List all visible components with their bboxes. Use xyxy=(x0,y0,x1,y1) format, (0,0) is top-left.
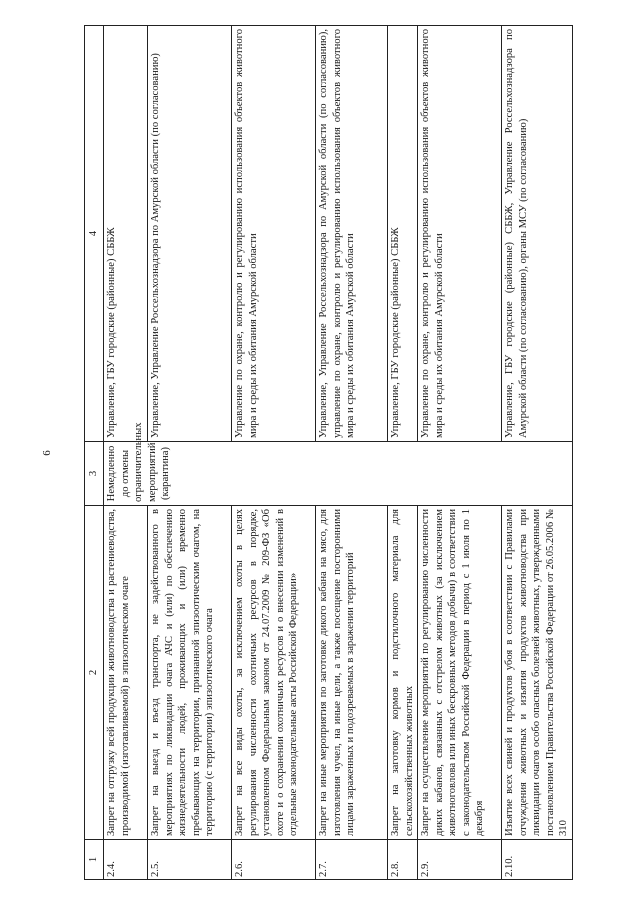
row-executors xyxy=(104,25,148,441)
row-number: 2.5. xyxy=(148,839,232,879)
row-number: 2.9. xyxy=(418,839,502,879)
executor-line: Управление, Управление Россельхознадзора по Амурской области (по согласованию), управление по охране, контролю и регулированию использования объектов животного мира и среды их обитания Амурской области xyxy=(318,28,357,438)
page-number: 6 xyxy=(41,449,53,456)
row-executors xyxy=(502,25,573,441)
table-header-row xyxy=(85,25,104,879)
row-number: 2.8. xyxy=(388,839,418,879)
row-description: Запрет на все виды охоты, за исключением охоты в целях регулирования численности охотничьих ресурсов в порядке, установленном Федеральным законом от 24.07.2009 № 209-ФЗ «Об охоте и о сохранении охотничьих ресурсов и о внесении изменений в отдельные законодательные акты Российской Федерации» xyxy=(232,505,316,839)
row-number: 2.7. xyxy=(316,839,388,879)
row-number: 2.6. xyxy=(232,839,316,879)
row-description: Запрет на осуществление мероприятий по регулированию численности диких кабанов, связанных с отстрелом животных (за исключением животноговлова или иных бескровных методов добычи) в соответствии с законодательством Российской Федерации в период с 1 июля по 1 декабря xyxy=(418,505,502,839)
row-executors xyxy=(232,25,316,441)
header-col-4: 4 xyxy=(85,25,104,441)
executor-line: Управление по охране, контролю и регулированию использования объектов животного мира и среды их обитания Амурской области xyxy=(234,28,259,438)
row-description: Запрет на выезд и въезд транспорта, не задействованного в мероприятиях по ликвидации очага АЧС и (или) по обеспечению жизнедеятельности людей, проживающих и (или) временно пребывающих на территории, признанной эпизоотическим очагом, на территорию (с территории) эпизоотического очага xyxy=(148,505,232,839)
executor-line: Управление, ГБУ городские (районные) СББЖ xyxy=(106,226,117,438)
executor-line: Управление, ГБУ городские (районные) СББЖ xyxy=(390,226,401,438)
row-executors xyxy=(148,25,232,441)
row-description: Запрет на иные мероприятия по заготовке дикого кабана на мясо, для изготовления чучел, на иные цели, а также посещение посторонними лицами зараженных и подозреваемых в заражении территорий xyxy=(316,505,388,839)
row-number: 2.10. xyxy=(502,839,573,879)
row-executors xyxy=(418,25,502,441)
row-description: Запрет на заготовку кормов и подстилочного материала для сельскохозяйственных животных xyxy=(388,505,418,839)
rotated-document xyxy=(40,18,600,888)
row-description: Изъятие всех свиней и продуктов убоя в соответствии с Правилами отчуждения животных и изъятия продуктов животноводства при ликвидации очагов особо опасных болезней животных, утвержденными постановлением Правительства Российской Федерации от 26.05.2006 № 310 xyxy=(502,505,573,839)
executor-line: Управление по охране, контролю и регулированию использования объектов животного мира и среды их обитания Амурской области xyxy=(420,28,445,438)
row-executors xyxy=(316,25,388,441)
executor-line: Управление, ГБУ городские (районные) СББЖ, Управление Россельхознадзора по Амурской области (по согласованию), органы МСУ (по согласованию) xyxy=(504,28,529,438)
header-col-1: 1 xyxy=(85,839,104,879)
executor-line: Управление, Управление Россельхознадзора по Амурской области (по согласованию) xyxy=(150,52,161,438)
measures-table xyxy=(84,25,573,880)
header-col-2: 2 xyxy=(85,505,104,839)
row-executors xyxy=(388,25,418,441)
row-description: Запрет на отгрузку всей продукции животноводства и растениеводства, производимой (изготавливаемой) в эпизоотическом очаге xyxy=(104,505,148,839)
row-number: 2.4. xyxy=(104,839,148,879)
row-term: Немедленно до отмены ограничительных мероприятий (карантина) xyxy=(104,441,573,505)
table-row xyxy=(104,25,148,879)
header-col-3: 3 xyxy=(85,441,104,505)
